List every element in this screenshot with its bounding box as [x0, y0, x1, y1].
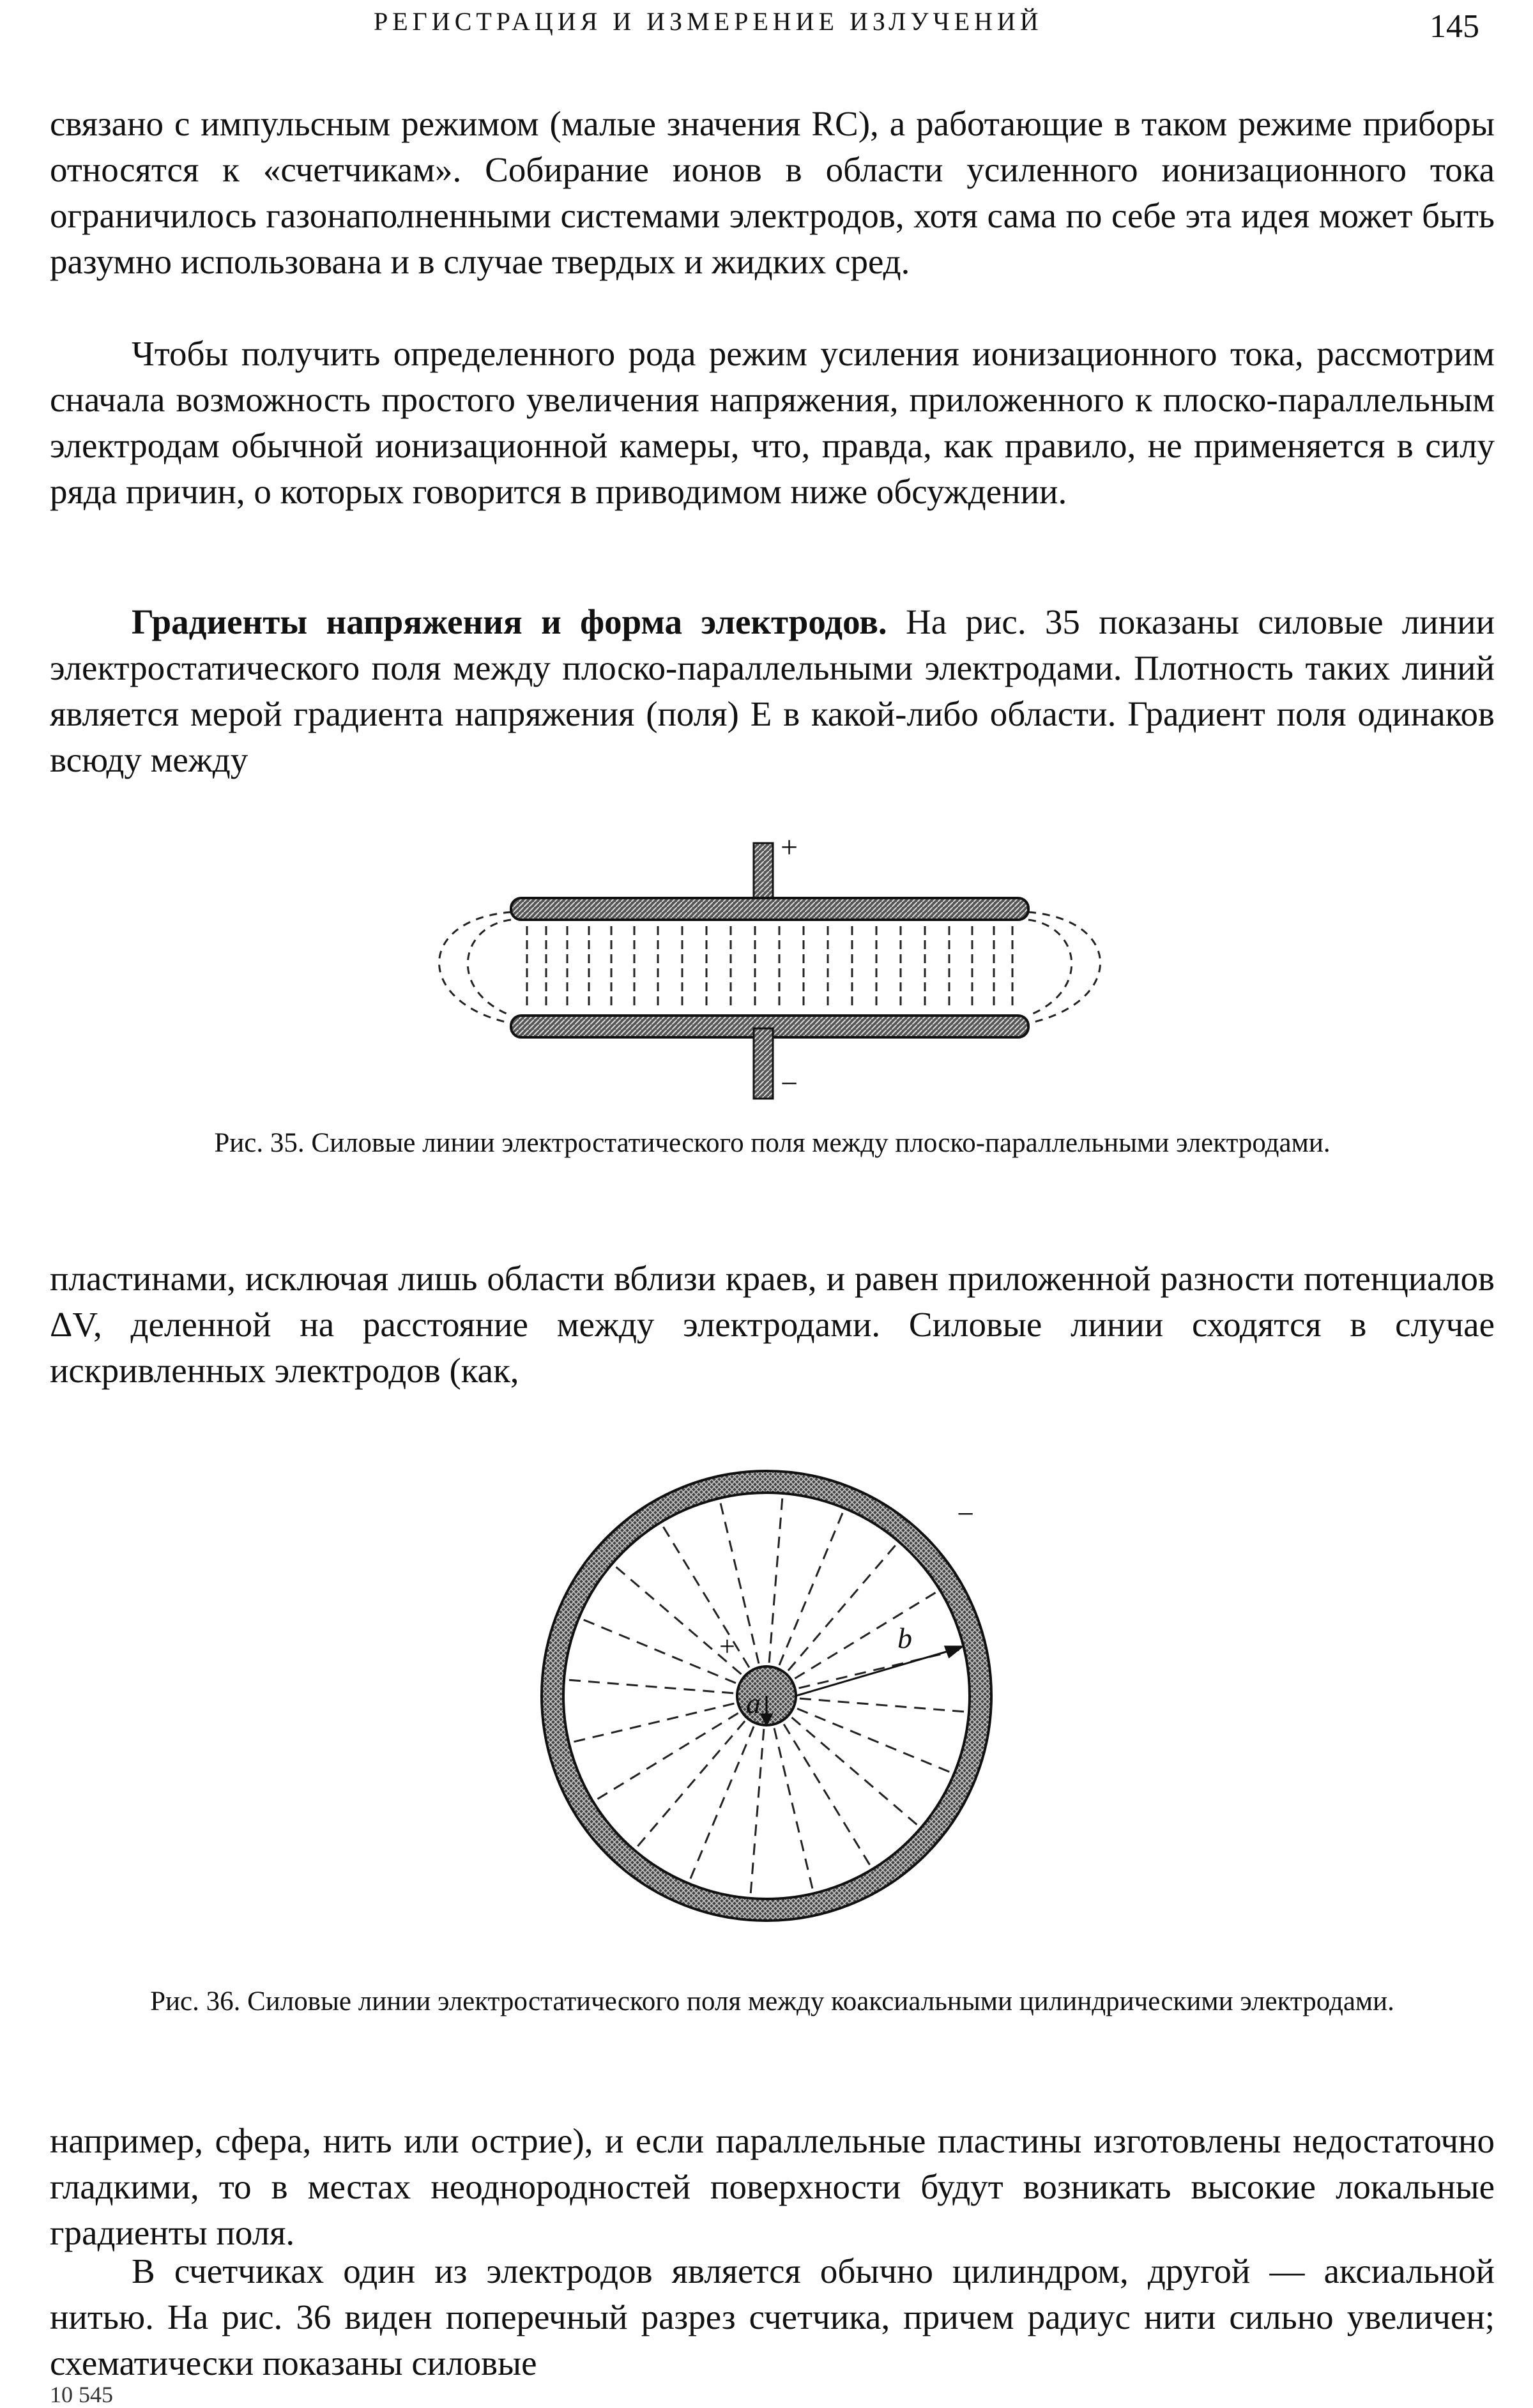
paragraph-3: [50, 599, 1495, 783]
bottom-electrode: [511, 1016, 1028, 1099]
figure-35-caption: Рис. 35. Силовые линии электростатического поля между плоско-параллельными электродами.: [214, 1128, 1331, 1158]
running-header-title: РЕГИСТРАЦИЯ И ИЗМЕРЕНИЕ ИЗЛУЧЕНИЙ: [374, 7, 1043, 36]
running-header: [0, 6, 1533, 51]
figure-36: [505, 1456, 1028, 1955]
label-a: a: [746, 1687, 761, 1719]
paragraph-3-text: На рис. 35 показаны силовые линии электростатического поля между плоско-параллельными электродами. Плотность таких линий является мерой градиента напряжения (поля) E в какой-либо области. Градиент поля одинаков всюду между: [50, 602, 1495, 779]
plus-label: +: [781, 830, 798, 864]
top-electrode: [511, 843, 1028, 920]
minus-label: −: [781, 1067, 798, 1101]
printer-signature: 10 545: [50, 2382, 113, 2407]
label-b: b: [897, 1622, 912, 1654]
paragraph-1: связано с импульсным режимом (малые значения RC), а работающие в таком режиме приборы относятся к «счетчикам». Собирание ионов в области усиленного ионизационного тока ограничилось газонаполненными системами электродов, хотя сама по себе эта идея может быть разумно использована и в случае твердых и жидких сред.: [50, 104, 1495, 281]
figure-35: [422, 830, 1111, 1111]
fringe-field-lines: [439, 912, 1101, 1023]
plus-label-36: +: [719, 1631, 735, 1662]
paragraph-2: Чтобы получить определенного рода режим усиления ионизационного тока, рассмотрим сначала возможность простого увеличения напряжения, приложенного к плоско-параллельным электродам обычной ионизационной камеры, что, правда, как правило, не применяется в силу ряда причин, о которых говорится в приводимом ниже обсуждении.: [50, 334, 1495, 511]
paragraph-6: В счетчиках один из электродов является обычно цилиндром, другой — аксиальной нитью. На рис. 36 виден поперечный разрез счетчика, причем радиус нити сильно увеличен; схематически показаны силовые: [50, 2252, 1495, 2382]
section-heading: Градиенты напряжения и форма электродов.: [132, 602, 887, 641]
paragraph-5: например, сфера, нить или острие), и если параллельные пластины изготовлены недостаточно гладкими, то в местах неоднородностей поверхности будут возникать высокие локальные градиенты поля.: [50, 2121, 1495, 2252]
paragraph-4: пластинами, исключая лишь области вблизи краев, и равен приложенной разности потенциалов ΔV, деленной на расстояние между электродами. Силовые линии сходятся в случае искривленных электродов (как,: [50, 1259, 1495, 1390]
page-number: 145: [1430, 8, 1479, 45]
minus-label-36: −: [957, 1497, 975, 1531]
field-lines: [527, 926, 1012, 1010]
figure-36-caption: Рис. 36. Силовые линии электростатического поля между коаксиальными цилиндрическими электродами.: [150, 1986, 1394, 2016]
